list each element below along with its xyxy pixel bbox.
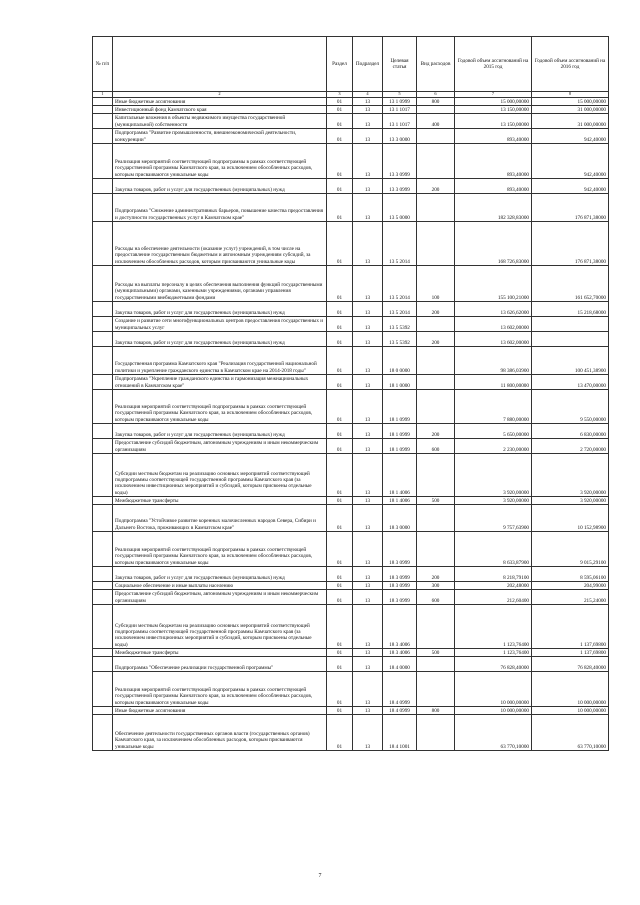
table-row <box>93 715 609 751</box>
table-row <box>93 194 609 222</box>
row-podrazdel: 13 <box>353 222 383 266</box>
row-razdel: 01 <box>327 375 353 390</box>
table-row <box>93 567 609 582</box>
row-expense-type <box>417 317 455 332</box>
row-podrazdel: 13 <box>353 582 383 590</box>
row-amount-2016: 15 218,68000 <box>532 302 609 317</box>
row-target-article: 18 3 4006 <box>383 605 417 649</box>
row-amount-2016: 100 451,38900 <box>532 347 609 375</box>
row-target-article: 18 3 0000 <box>383 505 417 532</box>
row-razdel: 01 <box>327 707 353 715</box>
row-amount-2016: 2 720,00000 <box>532 439 609 454</box>
row-expense-type: 200 <box>417 179 455 194</box>
row-num <box>93 375 113 390</box>
table-row <box>93 497 609 505</box>
row-name: Подпрограмма "Снижение административных барьеров, повышение качества предоставления и доступности государственных услуг в Камчатском крае" <box>113 194 327 222</box>
row-expense-type: 800 <box>417 98 455 106</box>
row-name: Реализация мероприятий соответствующей подпрограммы в рамках соответствующей государственной программы Камчатского края, за исключением обособленных расходов, которым присваиваются уникальные коды <box>113 144 327 179</box>
row-num <box>93 424 113 439</box>
table-row <box>93 707 609 715</box>
row-expense-type: 100 <box>417 266 455 302</box>
row-amount-2015: 10 000,00000 <box>455 672 532 707</box>
row-name: Социальное обеспечение и иные выплаты населению <box>113 582 327 590</box>
row-razdel: 01 <box>327 266 353 302</box>
row-target-article: 18 3 0999 <box>383 582 417 590</box>
row-expense-type: 300 <box>417 582 455 590</box>
row-target-article: 13 5 2014 <box>383 222 417 266</box>
row-num <box>93 532 113 567</box>
table-row <box>93 532 609 567</box>
row-podrazdel: 13 <box>353 375 383 390</box>
table-row <box>93 129 609 144</box>
column-number: 1 <box>93 92 113 98</box>
row-name: Межбюджетные трансферты <box>113 497 327 505</box>
column-number: 8 <box>532 92 609 98</box>
table-row <box>93 657 609 672</box>
row-name: Субсидии местным бюджетам на реализацию основных мероприятий соответствующей подпрограммы соответствующей государственной программы Камчатского края (за исключением инвестиционных мероприятий и субсидий, которым присвоены отдельные коды) <box>113 605 327 649</box>
row-amount-2015: 13 602,00000 <box>455 332 532 347</box>
row-expense-type <box>417 144 455 179</box>
row-name: Реализация мероприятий соответствующей подпрограммы в рамках соответствующей государственной программы Камчатского края, за исключением обособленных расходов, которым присваиваются уникальные коды <box>113 672 327 707</box>
row-num <box>93 582 113 590</box>
table-row <box>93 375 609 390</box>
row-name: Государственная программа Камчатского края "Реализация государственной национальной политики и укрепление гражданского единства в Камчатском крае на 2014-2018 годы" <box>113 347 327 375</box>
row-num <box>93 106 113 114</box>
table-row <box>93 439 609 454</box>
row-amount-2015: 1 123,76400 <box>455 605 532 649</box>
row-num <box>93 707 113 715</box>
row-amount-2016: 942,40000 <box>532 144 609 179</box>
row-amount-2016: 161 652,70000 <box>532 266 609 302</box>
row-expense-type <box>417 390 455 424</box>
header-num: № п/п <box>93 37 113 92</box>
row-target-article: 18 4 0999 <box>383 707 417 715</box>
row-num <box>93 605 113 649</box>
row-amount-2015: 7 880,00000 <box>455 390 532 424</box>
row-target-article: 18 3 4006 <box>383 649 417 657</box>
table-row <box>93 347 609 375</box>
row-razdel: 01 <box>327 144 353 179</box>
row-podrazdel: 13 <box>353 497 383 505</box>
row-podrazdel: 13 <box>353 649 383 657</box>
budget-table <box>92 36 609 751</box>
row-amount-2015: 3 920,00000 <box>455 454 532 497</box>
row-podrazdel: 13 <box>353 567 383 582</box>
row-razdel: 01 <box>327 194 353 222</box>
row-amount-2015: 893,40000 <box>455 129 532 144</box>
row-amount-2016: 942,40000 <box>532 179 609 194</box>
row-num <box>93 454 113 497</box>
row-expense-type <box>417 715 455 751</box>
row-name: Предоставление субсидий бюджетным, автономным учреждениям и иным некоммерческим организациям <box>113 590 327 605</box>
row-expense-type: 500 <box>417 649 455 657</box>
row-target-article: 13 5 5392 <box>383 317 417 332</box>
row-razdel: 01 <box>327 302 353 317</box>
row-target-article: 13 5 2014 <box>383 302 417 317</box>
row-amount-2016: 204,99000 <box>532 582 609 590</box>
table-row <box>93 649 609 657</box>
row-amount-2015: 893,40000 <box>455 144 532 179</box>
table-row <box>93 317 609 332</box>
table-row <box>93 590 609 605</box>
row-razdel: 01 <box>327 222 353 266</box>
row-podrazdel: 13 <box>353 332 383 347</box>
table-row <box>93 266 609 302</box>
header-year-2016: Годовой объем ассигнований на 2016 год <box>532 37 609 92</box>
row-amount-2015: 11 800,00000 <box>455 375 532 390</box>
row-target-article: 18 1 0999 <box>383 390 417 424</box>
row-amount-2016: 9 015,29100 <box>532 532 609 567</box>
row-target-article: 18 1 4006 <box>383 497 417 505</box>
table-row <box>93 582 609 590</box>
table-row <box>93 454 609 497</box>
row-amount-2015: 2 230,00000 <box>455 439 532 454</box>
row-target-article: 18 1 0000 <box>383 375 417 390</box>
row-podrazdel: 13 <box>353 707 383 715</box>
row-amount-2015: 8 218,79100 <box>455 567 532 582</box>
row-num <box>93 179 113 194</box>
row-name: Закупка товаров, работ и услуг для государственных (муниципальных) нужд <box>113 332 327 347</box>
column-number: 2 <box>113 92 327 98</box>
row-target-article: 18 3 0999 <box>383 532 417 567</box>
row-expense-type: 800 <box>417 707 455 715</box>
row-name: Закупка товаров, работ и услуг для государственных (муниципальных) нужд <box>113 567 327 582</box>
row-podrazdel: 13 <box>353 347 383 375</box>
row-name: Предоставление субсидий бюджетным, автономным учреждениям и иным некоммерческим организациям <box>113 439 327 454</box>
table-row <box>93 98 609 106</box>
row-amount-2015: 10 000,00000 <box>455 707 532 715</box>
row-target-article: 13 1 1017 <box>383 114 417 129</box>
row-num <box>93 222 113 266</box>
row-expense-type: 200 <box>417 567 455 582</box>
row-name: Подпрограмма "Укрепление гражданского единства и гармонизация межнациональных отношений в Камчатском крае" <box>113 375 327 390</box>
row-num <box>93 302 113 317</box>
header-razdel: Раздел <box>327 37 353 92</box>
header-podrazdel: Подраздел <box>353 37 383 92</box>
row-num <box>93 439 113 454</box>
row-razdel: 01 <box>327 715 353 751</box>
row-amount-2015: 202,48000 <box>455 582 532 590</box>
row-razdel: 01 <box>327 98 353 106</box>
row-podrazdel: 13 <box>353 302 383 317</box>
row-razdel: 01 <box>327 390 353 424</box>
table-row <box>93 672 609 707</box>
row-amount-2015: 1 123,76400 <box>455 649 532 657</box>
budget-table-container <box>92 36 608 751</box>
row-num <box>93 590 113 605</box>
row-name: Иные бюджетные ассигнования <box>113 98 327 106</box>
table-row <box>93 179 609 194</box>
row-target-article: 18 0 0000 <box>383 347 417 375</box>
row-expense-type <box>417 106 455 114</box>
row-razdel: 01 <box>327 347 353 375</box>
row-expense-type <box>417 194 455 222</box>
row-target-article: 18 3 0999 <box>383 567 417 582</box>
row-expense-type: 600 <box>417 590 455 605</box>
row-amount-2015: 98 386,03900 <box>455 347 532 375</box>
row-expense-type <box>417 347 455 375</box>
row-target-article: 18 1 0999 <box>383 424 417 439</box>
row-amount-2016: 13 470,00000 <box>532 375 609 390</box>
row-expense-type: 500 <box>417 497 455 505</box>
row-amount-2016: 1 137,69800 <box>532 605 609 649</box>
row-razdel: 01 <box>327 497 353 505</box>
row-podrazdel: 13 <box>353 605 383 649</box>
page-number: 7 <box>318 873 322 879</box>
row-amount-2015: 212,60400 <box>455 590 532 605</box>
row-target-article: 13 1 0999 <box>383 98 417 106</box>
row-amount-2015: 5 650,00000 <box>455 424 532 439</box>
row-num <box>93 194 113 222</box>
table-row <box>93 222 609 266</box>
row-num <box>93 497 113 505</box>
row-num <box>93 657 113 672</box>
row-amount-2015: 182 328,83000 <box>455 194 532 222</box>
row-podrazdel: 13 <box>353 505 383 532</box>
row-amount-2016: 215,24000 <box>532 590 609 605</box>
row-amount-2015: 76 828,40000 <box>455 657 532 672</box>
row-target-article: 13 1 1017 <box>383 106 417 114</box>
row-target-article: 13 5 5392 <box>383 332 417 347</box>
row-name: Подпрограмма "Устойчивое развитие коренных малочисленных народов Севера, Сибири и Дальнего Востока, проживающих в Камчатском крае" <box>113 505 327 532</box>
row-num <box>93 98 113 106</box>
row-podrazdel: 13 <box>353 672 383 707</box>
row-amount-2016: 8 595,06100 <box>532 567 609 582</box>
row-amount-2015: 155 100,21000 <box>455 266 532 302</box>
row-num <box>93 332 113 347</box>
row-expense-type: 200 <box>417 332 455 347</box>
row-num <box>93 317 113 332</box>
row-name: Реализация мероприятий соответствующей подпрограммы в рамках соответствующей государственной программы Камчатского края, за исключением обособленных расходов, которым присваиваются уникальные коды <box>113 532 327 567</box>
column-number: 3 <box>327 92 353 98</box>
row-podrazdel: 13 <box>353 129 383 144</box>
row-target-article: 13 5 0000 <box>383 194 417 222</box>
row-razdel: 01 <box>327 179 353 194</box>
row-razdel: 01 <box>327 505 353 532</box>
row-expense-type: 200 <box>417 424 455 439</box>
header-year-2015: Годовой объем ассигнований на 2015 год <box>455 37 532 92</box>
row-razdel: 01 <box>327 567 353 582</box>
table-row <box>93 332 609 347</box>
table-row <box>93 505 609 532</box>
row-num <box>93 129 113 144</box>
row-target-article: 13 3 0000 <box>383 129 417 144</box>
row-num <box>93 567 113 582</box>
row-amount-2015: 9 757,63900 <box>455 505 532 532</box>
row-podrazdel: 13 <box>353 179 383 194</box>
row-target-article: 18 4 1001 <box>383 715 417 751</box>
row-num <box>93 347 113 375</box>
row-num <box>93 266 113 302</box>
row-amount-2016: 10 152,98900 <box>532 505 609 532</box>
row-name: Создание и развитие сети многофункциональных центров предоставления государственных и муниципальных услуг <box>113 317 327 332</box>
row-target-article: 18 1 4006 <box>383 454 417 497</box>
row-name: Межбюджетные трансферты <box>113 649 327 657</box>
row-expense-type <box>417 672 455 707</box>
row-podrazdel: 13 <box>353 98 383 106</box>
row-name: Расходы на выплаты персоналу в целях обеспечения выполнения функций государственными (муниципальными) органами, казенными учреждениями, органами управления государственными внебюджетными фондами <box>113 266 327 302</box>
column-number: 5 <box>383 92 417 98</box>
row-razdel: 01 <box>327 605 353 649</box>
row-podrazdel: 13 <box>353 266 383 302</box>
row-podrazdel: 13 <box>353 390 383 424</box>
row-amount-2016: 15 000,00000 <box>532 98 609 106</box>
row-target-article: 13 3 0999 <box>383 179 417 194</box>
row-num <box>93 672 113 707</box>
row-amount-2015: 168 726,83000 <box>455 222 532 266</box>
row-amount-2016: 9 550,00000 <box>532 390 609 424</box>
row-num <box>93 390 113 424</box>
row-amount-2016: 176 871,38000 <box>532 194 609 222</box>
row-podrazdel: 13 <box>353 657 383 672</box>
column-number: 7 <box>455 92 532 98</box>
table-row <box>93 144 609 179</box>
row-amount-2016: 942,40000 <box>532 129 609 144</box>
row-expense-type <box>417 505 455 532</box>
row-podrazdel: 13 <box>353 194 383 222</box>
row-amount-2016: 6 830,00000 <box>532 424 609 439</box>
row-amount-2016: 3 920,00000 <box>532 454 609 497</box>
table-row <box>93 302 609 317</box>
column-number: 4 <box>353 92 383 98</box>
row-amount-2015: 893,40000 <box>455 179 532 194</box>
row-razdel: 01 <box>327 439 353 454</box>
row-expense-type <box>417 605 455 649</box>
row-expense-type <box>417 657 455 672</box>
row-amount-2016: 176 871,38000 <box>532 222 609 266</box>
row-amount-2015: 15 000,00000 <box>455 98 532 106</box>
row-razdel: 01 <box>327 424 353 439</box>
table-row <box>93 424 609 439</box>
row-amount-2016 <box>532 317 609 332</box>
row-expense-type: 400 <box>417 114 455 129</box>
table-row <box>93 106 609 114</box>
row-podrazdel: 13 <box>353 106 383 114</box>
row-amount-2016: 3 920,00000 <box>532 497 609 505</box>
row-name: Инвестиционный фонд Камчатского края <box>113 106 327 114</box>
row-razdel: 01 <box>327 317 353 332</box>
row-name: Реализация мероприятий соответствующей подпрограммы в рамках соответствующей государственной программы Камчатского края, за исключением обособленных расходов, которым присваиваются уникальные коды <box>113 390 327 424</box>
header-name <box>113 37 327 92</box>
row-razdel: 01 <box>327 129 353 144</box>
row-razdel: 01 <box>327 590 353 605</box>
row-podrazdel: 13 <box>353 532 383 567</box>
row-razdel: 01 <box>327 649 353 657</box>
row-expense-type <box>417 129 455 144</box>
row-amount-2015: 13 626,62000 <box>455 302 532 317</box>
row-razdel: 01 <box>327 672 353 707</box>
row-amount-2016: 10 000,00000 <box>532 672 609 707</box>
row-amount-2016: 10 000,00000 <box>532 707 609 715</box>
row-name: Закупка товаров, работ и услуг для государственных (муниципальных) нужд <box>113 424 327 439</box>
row-name: Подпрограмма "Развитие промышленности, внешнеэкономической деятельности, конкуренции" <box>113 129 327 144</box>
row-amount-2016: 76 828,40000 <box>532 657 609 672</box>
row-podrazdel: 13 <box>353 317 383 332</box>
row-num <box>93 144 113 179</box>
row-razdel: 01 <box>327 106 353 114</box>
row-target-article: 18 3 0999 <box>383 590 417 605</box>
row-razdel: 01 <box>327 332 353 347</box>
row-amount-2015: 8 633,87900 <box>455 532 532 567</box>
row-amount-2016: 31 000,00000 <box>532 114 609 129</box>
row-expense-type <box>417 375 455 390</box>
row-razdel: 01 <box>327 114 353 129</box>
row-name: Подпрограмма "Обеспечение реализации государственной программы" <box>113 657 327 672</box>
row-amount-2016: 31 000,00000 <box>532 106 609 114</box>
row-name: Расходы на обеспечение деятельности (оказание услуг) учреждений, в том числе на предоставление государственным бюджетным и автономным учреждениям субсидий, за исключением обособленных расходов, которым присваиваются уникальные коды <box>113 222 327 266</box>
row-razdel: 01 <box>327 657 353 672</box>
row-num <box>93 505 113 532</box>
row-target-article: 18 1 0999 <box>383 439 417 454</box>
row-expense-type <box>417 222 455 266</box>
row-expense-type: 600 <box>417 439 455 454</box>
row-expense-type <box>417 532 455 567</box>
row-name: Иные бюджетные ассигнования <box>113 707 327 715</box>
row-podrazdel: 13 <box>353 439 383 454</box>
row-expense-type <box>417 454 455 497</box>
column-number: 6 <box>417 92 455 98</box>
row-amount-2015: 13 602,00000 <box>455 317 532 332</box>
row-podrazdel: 13 <box>353 144 383 179</box>
row-expense-type: 200 <box>417 302 455 317</box>
row-razdel: 01 <box>327 454 353 497</box>
row-amount-2016 <box>532 332 609 347</box>
table-row <box>93 605 609 649</box>
header-expense-type: Вид расходов <box>417 37 455 92</box>
table-header-row <box>93 37 609 92</box>
row-num <box>93 649 113 657</box>
row-amount-2016: 63 770,10000 <box>532 715 609 751</box>
row-podrazdel: 13 <box>353 114 383 129</box>
row-amount-2015: 3 920,00000 <box>455 497 532 505</box>
row-target-article: 18 4 0000 <box>383 657 417 672</box>
row-amount-2015: 63 770,10000 <box>455 715 532 751</box>
row-name: Закупка товаров, работ и услуг для государственных (муниципальных) нужд <box>113 179 327 194</box>
row-target-article: 13 5 2014 <box>383 266 417 302</box>
table-row <box>93 114 609 129</box>
row-podrazdel: 13 <box>353 715 383 751</box>
table-row <box>93 390 609 424</box>
row-amount-2016: 1 137,69800 <box>532 649 609 657</box>
row-podrazdel: 13 <box>353 590 383 605</box>
row-name: Закупка товаров, работ и услуг для государственных (муниципальных) нужд <box>113 302 327 317</box>
row-target-article: 13 3 0999 <box>383 144 417 179</box>
row-num <box>93 114 113 129</box>
row-razdel: 01 <box>327 532 353 567</box>
row-podrazdel: 13 <box>353 424 383 439</box>
row-target-article: 18 4 0999 <box>383 672 417 707</box>
row-name: Обеспечение деятельности государственных органов власти (государственных органов) Камчатского края, за исключением обособленных расходов, которым присваиваются уникальные коды <box>113 715 327 751</box>
row-razdel: 01 <box>327 582 353 590</box>
header-target-article: Целевая статья <box>383 37 417 92</box>
row-podrazdel: 13 <box>353 454 383 497</box>
row-amount-2015: 13 150,00000 <box>455 106 532 114</box>
row-name: Капитальные вложения в объекты недвижимого имущества государственной (муниципальной) собственности <box>113 114 327 129</box>
row-num <box>93 715 113 751</box>
row-name: Субсидии местным бюджетам на реализацию основных мероприятий соответствующей подпрограммы соответствующей государственной программы Камчатского края (за исключением инвестиционных мероприятий и субсидий, которым присвоены отдельные коды) <box>113 454 327 497</box>
row-amount-2015: 13 150,00000 <box>455 114 532 129</box>
